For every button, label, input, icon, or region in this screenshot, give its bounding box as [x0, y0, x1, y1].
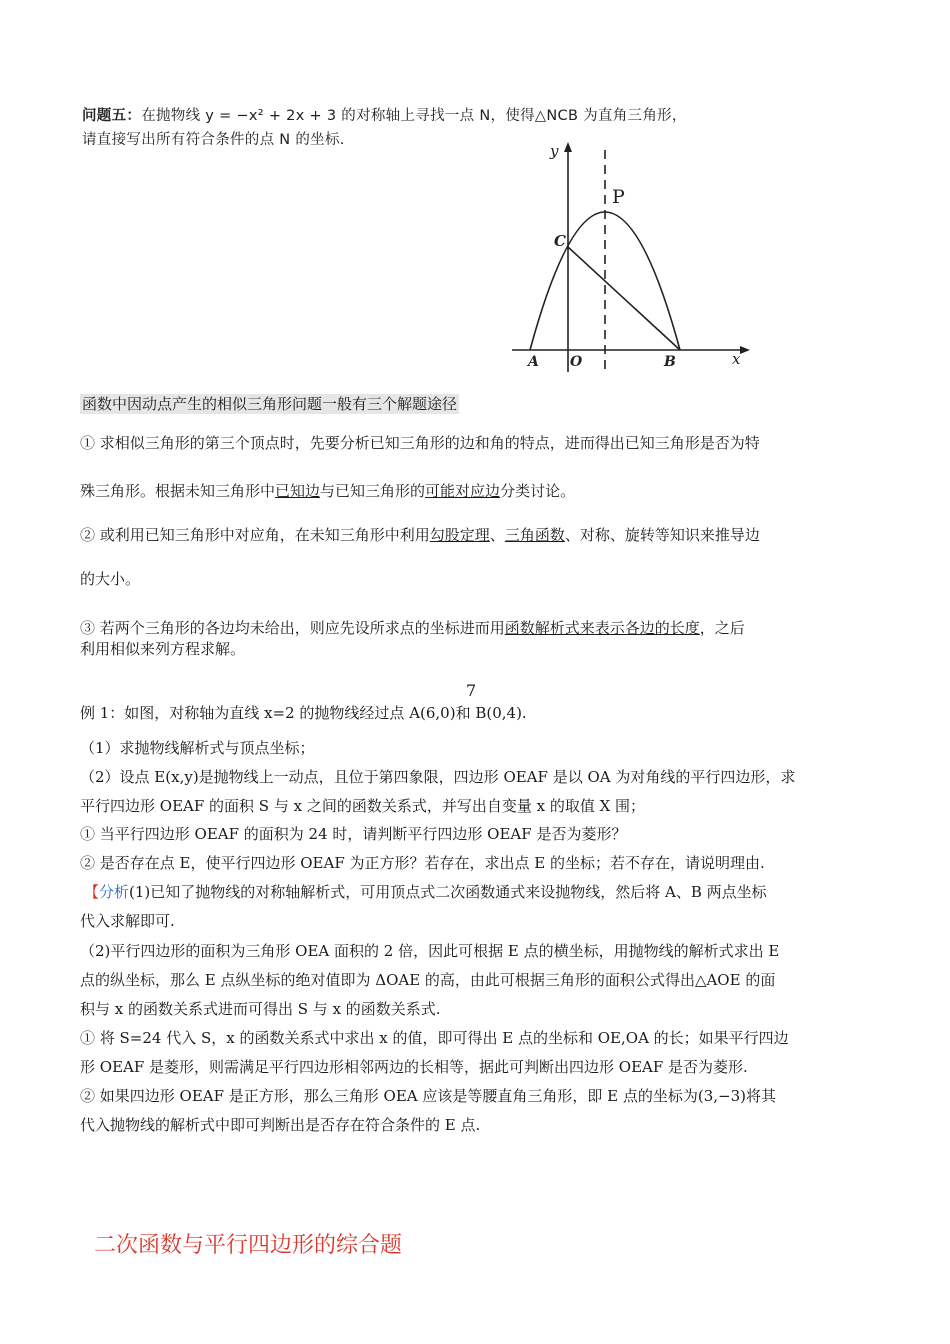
y-axis-label: y [550, 142, 559, 160]
example-question-1: （1）求抛物线解析式与顶点坐标； [80, 739, 315, 757]
method-item-1-line-b [80, 480, 860, 502]
example-question-2-b: 平行四边形 OEAF 的面积 S 与 x 之间的函数关系式，并写出自变量 x 的取值 X 围； [80, 797, 646, 815]
function-expression-term: 函数解析式来表示各边的长度 [504, 619, 700, 637]
point-c-label: C [554, 232, 566, 250]
method-item-1-post: 分类讨论。 [500, 482, 576, 500]
example-question-3: ① 当平行四边形 OEAF 的面积为 24 时，请判断平行四边形 OEAF 是否为菱形？ [80, 825, 627, 843]
problem-text-1: 在抛物线 y = −x² + 2x + 3 的对称轴上寻找一点 N，使得△NCB 为直角三角形， [141, 108, 687, 124]
analysis-2-a: （2)平行四边形的面积为三角形 OEA 面积的 2 倍，因此可根据 E 点的横坐标，用抛物线的解析式求出 E [80, 942, 780, 960]
segment-cb [568, 247, 680, 350]
analysis-label: 分析 [99, 883, 130, 901]
method-item-2-pre: ② 或利用已知三角形中对应角，在未知三角形中利用 [80, 526, 430, 544]
analysis-1-text: (1)已知了抛物线的对称轴解析式，可用顶点式二次函数通式来设抛物线，然后将 A、B 两点坐标 [129, 883, 767, 901]
method-item-2-post: 、对称、旋转等知识来推导边 [564, 526, 760, 544]
problem-label: 问题五： [82, 108, 142, 124]
example-question-2-a: （2）设点 E(x,y)是抛物线上一动点，且位于第四象限，四边形 OEAF 是以 OA 为对角线的平行四边形，求 [80, 768, 796, 786]
x-axis-label: x [732, 350, 741, 368]
section-title: 二次函数与平行四边形的综合题 [94, 1233, 403, 1258]
method-item-1-line-a: ① 求相似三角形的第三个顶点时，先要分析已知三角形的边和角的特点，进而得出已知三角形是否为特 [80, 434, 760, 452]
point-b-label: B [664, 354, 676, 370]
point-o-label: O [570, 354, 583, 370]
page-number: 7 [466, 681, 477, 700]
method-item-1-mid: 与已知三角形的 [320, 482, 426, 500]
method-item-2-line-a [80, 524, 860, 546]
method-item-3-line-b: 利用相似来列方程求解。 [80, 640, 246, 658]
analysis-2-b: 点的纵坐标，那么 E 点纵坐标的绝对值即为 ΔOAE 的高，由此可根据三角形的面积公式得出△AOE 的面 [80, 971, 776, 989]
analysis-3-b: 形 OEAF 是菱形，则需满足平行四边形相邻两边的长相等，据此可判断出四边形 OEAF 是否为菱形. [80, 1058, 748, 1076]
method-item-1-pre: 殊三角形。根据未知三角形中 [80, 482, 276, 500]
example-question-4: ② 是否存在点 E，使平行四边形 OEAF 为正方形？若存在，求出点 E 的坐标；若不存在，请说明理由. [80, 854, 765, 872]
possible-corresponding-side-term: 可能对应边 [425, 482, 501, 500]
problem-line-2: 请直接写出所有符合条件的点 N 的坐标. [82, 132, 345, 148]
analysis-1-b: 代入求解即可. [80, 912, 175, 930]
problem-line-1 [82, 104, 762, 128]
analysis-bracket: 【 [84, 883, 100, 901]
analysis-4-a: ② 如果四边形 OEAF 是正方形，那么三角形 OEA 应该是等腰直角三角形，即 E 点的坐标为(3,−3)将其 [80, 1087, 777, 1105]
x-axis-arrow-icon [740, 346, 750, 354]
y-axis-arrow-icon [564, 142, 572, 152]
known-side-term: 已知边 [275, 482, 321, 500]
method-item-3-pre: ③ 若两个三角形的各边均未给出，则应先设所求点的坐标进而用 [80, 619, 505, 637]
method-item-3-post: ，之后 [699, 619, 745, 637]
analysis-2-c: 积与 x 的函数关系式进而可得出 S 与 x 的函数关系式. [80, 1000, 441, 1018]
method-heading: 函数中因动点产生的相似三角形问题一般有三个解题途径 [82, 395, 458, 413]
method-item-2-line-b: 的大小。 [80, 570, 141, 588]
point-a-label: A [528, 354, 539, 370]
method-item-2-sep: 、 [489, 526, 505, 544]
analysis-4-b: 代入抛物线的解析式中即可判断出是否存在符合条件的 E 点. [80, 1116, 481, 1134]
method-item-3-line-a [80, 617, 860, 639]
parabola-graph [512, 140, 762, 376]
trig-function-term: 三角函数 [504, 526, 565, 544]
analysis-1-a [80, 881, 870, 903]
pythagorean-term: 勾股定理 [429, 526, 490, 544]
point-p-label: P [612, 186, 625, 208]
example-title: 例 1：如图，对称轴为直线 x=2 的抛物线经过点 A(6,0)和 B(0,4). [80, 704, 527, 722]
analysis-3-a: ① 将 S=24 代入 S，x 的函数关系式中求出 x 的值，即可得出 E 点的坐标和 OE,OA 的长；如果平行四边 [80, 1029, 789, 1047]
